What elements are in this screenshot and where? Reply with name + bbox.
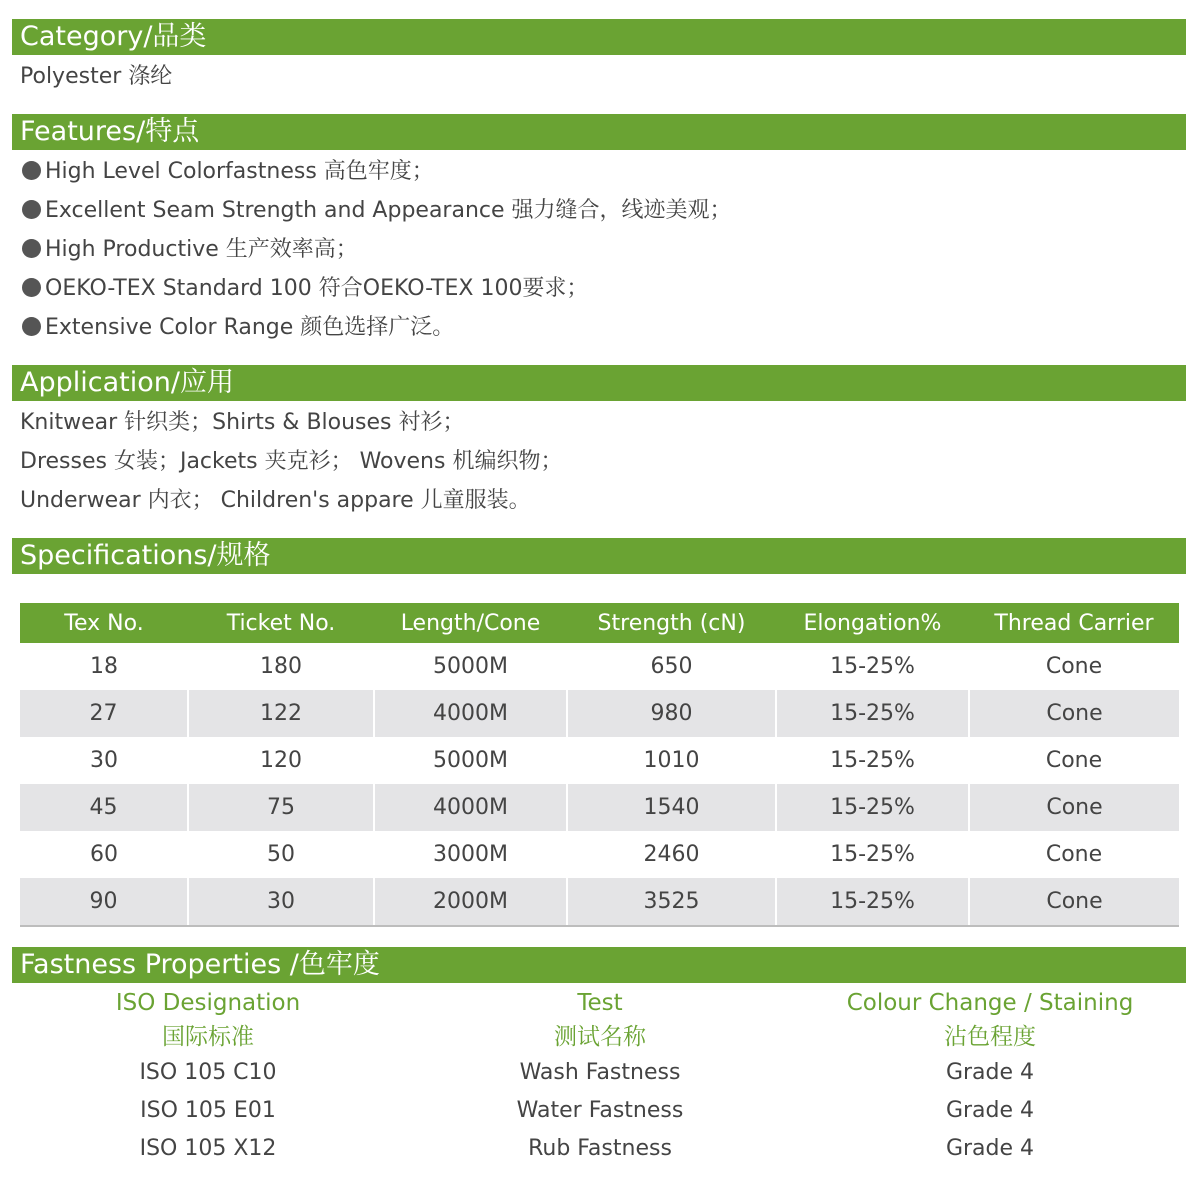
table-cell: 15-25% <box>830 748 915 773</box>
table-cell: 2460 <box>643 842 700 867</box>
table-row <box>20 690 1179 737</box>
feature-text: Extensive Color Range 颜色选择广泛。 <box>45 315 455 340</box>
fastness-header-en: Test <box>577 990 623 1016</box>
column-header: Ticket No. <box>188 603 374 643</box>
table-cell: 18 <box>90 654 118 679</box>
table-cell: 5000M <box>433 654 508 679</box>
fastness-value: Water Fastness <box>516 1098 684 1123</box>
fastness-heading: Fastness Properties /色牢度 <box>12 947 1186 983</box>
table-cell: 90 <box>20 878 188 926</box>
table-cell: 75 <box>188 784 374 831</box>
table-cell: 30 <box>90 748 118 773</box>
feature-text: OEKO-TEX Standard 100 符合OEKO-TEX 100要求； <box>45 276 589 301</box>
table-row <box>20 643 1179 690</box>
table-cell: Cone <box>1045 842 1103 867</box>
fastness-header-en: ISO Designation <box>115 990 301 1016</box>
fastness-value: Grade 4 <box>945 1136 1035 1161</box>
table-cell: 3525 <box>567 878 776 926</box>
feature-item <box>22 274 588 304</box>
table-row <box>20 737 1179 784</box>
table-row <box>20 878 1179 926</box>
table-cell: 15-25% <box>830 842 915 867</box>
bullet-icon <box>22 161 41 180</box>
table-header-row <box>20 603 1179 643</box>
fastness-value: ISO 105 C10 <box>139 1060 277 1085</box>
feature-text: High Level Colorfastness 高色牢度； <box>45 159 434 184</box>
table-cell: Cone <box>969 878 1179 926</box>
table-cell: 4000M <box>374 690 567 737</box>
table-cell: Cone <box>1045 654 1103 679</box>
table-cell: 50 <box>267 842 295 867</box>
table-row <box>20 784 1179 831</box>
specifications-heading: Specifications/规格 <box>12 538 1186 574</box>
table-cell: 120 <box>260 748 302 773</box>
bullet-icon <box>22 317 41 336</box>
table-cell: Cone <box>969 784 1179 831</box>
table-cell: 1010 <box>643 748 700 773</box>
bullet-icon <box>22 239 41 258</box>
table-cell: 1540 <box>567 784 776 831</box>
fastness-header-cn: 沾色程度 <box>944 1024 1036 1050</box>
category-heading: Category/品类 <box>12 19 1186 55</box>
feature-item <box>22 313 454 343</box>
table-cell: 15-25% <box>776 784 969 831</box>
table-cell: 30 <box>188 878 374 926</box>
application-line: Dresses 女装；Jackets 夹克衫； Wovens 机编织物； <box>20 449 563 474</box>
fastness-value: Rub Fastness <box>528 1136 672 1161</box>
table-cell: 60 <box>90 842 118 867</box>
fastness-value: Wash Fastness <box>519 1060 681 1085</box>
fastness-value: ISO 105 E01 <box>140 1098 276 1123</box>
table-cell: 15-25% <box>776 690 969 737</box>
table-cell: 4000M <box>374 784 567 831</box>
table-cell: 3000M <box>433 842 508 867</box>
feature-text: Excellent Seam Strength and Appearance 强力缝合，线迹美观； <box>45 198 732 223</box>
table-cell: 5000M <box>433 748 508 773</box>
table-cell: Cone <box>1045 748 1103 773</box>
feature-text: High Productive 生产效率高； <box>45 237 358 262</box>
column-header: Length/Cone <box>374 603 567 643</box>
fastness-value: Grade 4 <box>945 1098 1035 1123</box>
bullet-icon <box>22 278 41 297</box>
column-header: Tex No. <box>20 603 188 643</box>
application-line: Knitwear 针织类；Shirts & Blouses 衬衫； <box>20 410 465 435</box>
table-cell: 45 <box>20 784 188 831</box>
table-row <box>20 831 1179 878</box>
fastness-column-test <box>420 986 780 1168</box>
table-cell: 15-25% <box>776 878 969 926</box>
column-header: Strength (cN) <box>567 603 776 643</box>
table-cell: 27 <box>20 690 188 737</box>
table-cell: 2000M <box>374 878 567 926</box>
table-cell: 650 <box>650 654 693 679</box>
fastness-value: ISO 105 X12 <box>139 1136 277 1161</box>
column-header: Elongation% <box>776 603 969 643</box>
application-heading: Application/应用 <box>12 365 1186 401</box>
feature-item <box>22 235 358 265</box>
application-line: Underwear 内衣； Children's appare 儿童服装。 <box>20 488 531 513</box>
fastness-column-iso <box>28 986 388 1168</box>
fastness-header-cn: 测试名称 <box>554 1024 646 1050</box>
column-header: Thread Carrier <box>969 603 1179 643</box>
feature-item <box>22 157 434 187</box>
specifications-table <box>20 603 1179 927</box>
fastness-value: Grade 4 <box>945 1060 1035 1085</box>
fastness-column-grade <box>810 986 1170 1168</box>
features-heading: Features/特点 <box>12 114 1186 150</box>
table-cell: Cone <box>969 690 1179 737</box>
fastness-header-en: Colour Change / Staining <box>846 990 1134 1016</box>
feature-item <box>22 196 732 226</box>
bullet-icon <box>22 200 41 219</box>
table-cell: 980 <box>567 690 776 737</box>
category-value: Polyester 涤纶 <box>20 64 173 89</box>
table-cell: 15-25% <box>830 654 915 679</box>
table-cell: 122 <box>188 690 374 737</box>
table-cell: 180 <box>260 654 302 679</box>
fastness-header-cn: 国际标准 <box>162 1024 254 1050</box>
